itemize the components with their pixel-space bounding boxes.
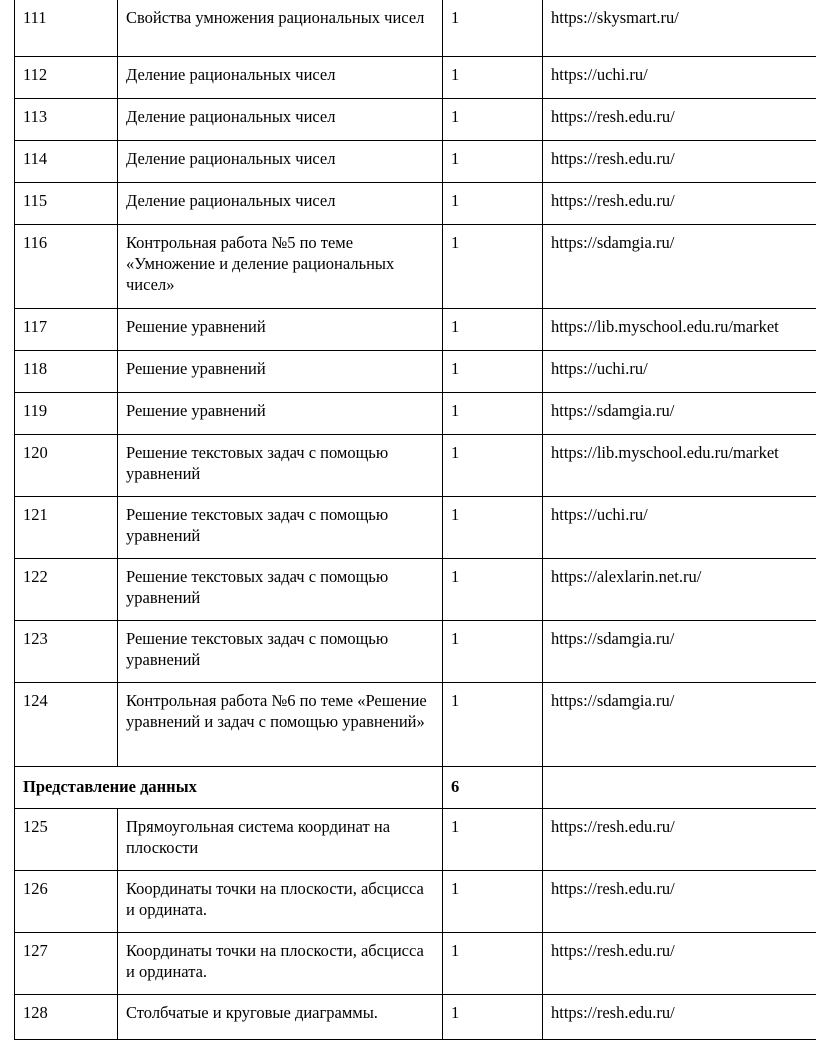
- lesson-hours: 1: [443, 871, 543, 933]
- lesson-topic: Координаты точки на плоскости, абсцисса и ордината.: [118, 871, 443, 933]
- lesson-topic: Деление рациональных чисел: [118, 57, 443, 99]
- lesson-topic: Деление рациональных чисел: [118, 183, 443, 225]
- lesson-topic: Решение уравнений: [118, 351, 443, 393]
- resource-link[interactable]: https://uchi.ru/: [543, 351, 816, 393]
- table-row: [15, 225, 816, 309]
- lesson-topic: Деление рациональных чисел: [118, 141, 443, 183]
- resource-link[interactable]: https://resh.edu.ru/: [543, 871, 816, 933]
- lesson-number: 111: [15, 0, 118, 57]
- lesson-number: 124: [15, 683, 118, 767]
- lesson-topic: Решение текстовых задач с помощью уравнений: [118, 497, 443, 559]
- table-row: [15, 683, 816, 767]
- lesson-number: 114: [15, 141, 118, 183]
- lesson-hours: 1: [443, 141, 543, 183]
- lesson-hours: 1: [443, 497, 543, 559]
- resource-link[interactable]: https://sdamgia.ru/: [543, 393, 816, 435]
- lesson-topic: Координаты точки на плоскости, абсцисса и ордината.: [118, 933, 443, 995]
- lesson-topic: Деление рациональных чисел: [118, 99, 443, 141]
- resource-link[interactable]: https://resh.edu.ru/: [543, 141, 816, 183]
- resource-link[interactable]: https://resh.edu.ru/: [543, 933, 816, 995]
- lesson-number: 127: [15, 933, 118, 995]
- lesson-hours: 1: [443, 351, 543, 393]
- resource-link[interactable]: https://resh.edu.ru/: [543, 809, 816, 871]
- lesson-hours: 1: [443, 309, 543, 351]
- resource-link[interactable]: https://resh.edu.ru/: [543, 99, 816, 141]
- resource-link[interactable]: https://resh.edu.ru/: [543, 995, 816, 1040]
- lesson-topic: Контрольная работа №6 по теме «Решение уравнений и задач с помощью уравнений»: [118, 683, 443, 767]
- table-row: [15, 57, 816, 99]
- lesson-hours: 1: [443, 183, 543, 225]
- lesson-hours: 1: [443, 435, 543, 497]
- resource-link[interactable]: https://sdamgia.ru/: [543, 683, 816, 767]
- table-row: [15, 995, 816, 1040]
- lesson-number: 117: [15, 309, 118, 351]
- lesson-number: 119: [15, 393, 118, 435]
- lesson-number: 113: [15, 99, 118, 141]
- resource-link[interactable]: https://resh.edu.ru/: [543, 183, 816, 225]
- lesson-number: 112: [15, 57, 118, 99]
- lesson-hours: 1: [443, 683, 543, 767]
- lesson-plan-body: [15, 0, 816, 1040]
- lesson-topic: Решение текстовых задач с помощью уравнений: [118, 435, 443, 497]
- lesson-number: 122: [15, 559, 118, 621]
- table-row: [15, 309, 816, 351]
- resource-link[interactable]: https://uchi.ru/: [543, 497, 816, 559]
- lesson-plan-table: [14, 0, 816, 1040]
- lesson-hours: 1: [443, 559, 543, 621]
- lesson-hours: 1: [443, 995, 543, 1040]
- resource-link[interactable]: https://lib.myschool.edu.ru/market: [543, 309, 816, 351]
- lesson-topic: Решение уравнений: [118, 393, 443, 435]
- lesson-number: 121: [15, 497, 118, 559]
- table-row: [15, 933, 816, 995]
- lesson-topic: Решение уравнений: [118, 309, 443, 351]
- table-row: [15, 351, 816, 393]
- table-row: [15, 99, 816, 141]
- resource-link[interactable]: https://uchi.ru/: [543, 57, 816, 99]
- lesson-hours: 1: [443, 809, 543, 871]
- table-row: [15, 141, 816, 183]
- table-row: [15, 621, 816, 683]
- lesson-topic: Контрольная работа №5 по теме «Умножение и деление рациональных чисел»: [118, 225, 443, 309]
- section-link-cell: [543, 767, 816, 809]
- resource-link[interactable]: https://lib.myschool.edu.ru/market: [543, 435, 816, 497]
- lesson-number: 126: [15, 871, 118, 933]
- resource-link[interactable]: https://sdamgia.ru/: [543, 225, 816, 309]
- resource-link[interactable]: https://alexlarin.net.ru/: [543, 559, 816, 621]
- section-row: [15, 767, 816, 809]
- section-title: Представление данных: [15, 767, 443, 809]
- table-row: [15, 871, 816, 933]
- lesson-number: 115: [15, 183, 118, 225]
- lesson-topic: Свойства умножения рациональных чисел: [118, 0, 443, 57]
- lesson-hours: 1: [443, 621, 543, 683]
- section-hours: 6: [443, 767, 543, 809]
- lesson-hours: 1: [443, 99, 543, 141]
- table-row: [15, 809, 816, 871]
- lesson-topic: Столбчатые и круговые диаграммы.: [118, 995, 443, 1040]
- lesson-topic: Решение текстовых задач с помощью уравнений: [118, 621, 443, 683]
- lesson-number: 128: [15, 995, 118, 1040]
- table-row: [15, 497, 816, 559]
- lesson-hours: 1: [443, 393, 543, 435]
- lesson-hours: 1: [443, 933, 543, 995]
- lesson-hours: 1: [443, 0, 543, 57]
- lesson-number: 116: [15, 225, 118, 309]
- lesson-number: 125: [15, 809, 118, 871]
- lesson-number: 120: [15, 435, 118, 497]
- lesson-number: 123: [15, 621, 118, 683]
- resource-link[interactable]: https://skysmart.ru/: [543, 0, 816, 57]
- lesson-number: 118: [15, 351, 118, 393]
- table-row: [15, 435, 816, 497]
- lesson-topic: Решение текстовых задач с помощью уравнений: [118, 559, 443, 621]
- table-row: [15, 183, 816, 225]
- table-row: [15, 0, 816, 57]
- lesson-hours: 1: [443, 57, 543, 99]
- table-row: [15, 559, 816, 621]
- resource-link[interactable]: https://sdamgia.ru/: [543, 621, 816, 683]
- lesson-hours: 1: [443, 225, 543, 309]
- lesson-topic: Прямоугольная система координат на плоскости: [118, 809, 443, 871]
- table-row: [15, 393, 816, 435]
